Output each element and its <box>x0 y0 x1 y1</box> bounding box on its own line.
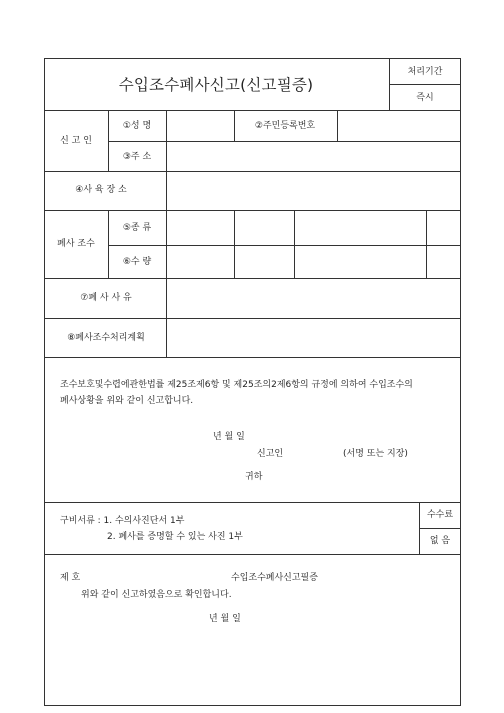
certificate-confirm: 위와 같이 신고하였음으로 확인합니다. <box>81 590 232 600</box>
rule-dead-col-4 <box>426 210 427 278</box>
rule-attachments-bottom <box>45 554 460 555</box>
rule-rrn-val <box>337 110 338 141</box>
rule-dead-bottom <box>45 278 460 279</box>
declaration-line-1: 조수보호및수렵에관한법률 제25조제6항 및 제25조의2제6항의 규정에 의하여 수입조수의 <box>60 380 413 390</box>
quantity-label: ⑥수 량 <box>122 257 152 267</box>
rule-reporter-bottom <box>45 171 460 172</box>
workplace-label: ④사 육 장 소 <box>75 185 127 195</box>
rule-name-val <box>234 110 235 141</box>
species-label: ⑤종 류 <box>122 223 152 233</box>
certificate-date: 년 월 일 <box>209 614 241 624</box>
declaration-date: 년 월 일 <box>213 432 245 442</box>
reporter-label: 신 고 인 <box>60 136 92 146</box>
rule-workplace-col <box>166 171 167 210</box>
attachments-line-1: 구비서류 : 1. 수의사진단서 1부 <box>60 516 185 526</box>
processing-period-value: 즉시 <box>416 93 434 103</box>
rule-reason-col <box>166 278 167 318</box>
fee-value: 없 음 <box>429 536 451 546</box>
fee-label: 수수료 <box>426 510 454 520</box>
declaration-sign: (서명 또는 지장) <box>343 449 408 459</box>
declaration-reporter: 신고인 <box>257 449 284 459</box>
disposal-plan-label: ⑧폐사조수처리계획 <box>67 333 145 343</box>
rule-plan-bottom <box>45 357 460 358</box>
address-label: ③주 소 <box>122 152 152 162</box>
rule-declaration-bottom <box>45 502 460 503</box>
processing-period-label: 처리기간 <box>407 67 443 77</box>
page-title: 수입조수폐사신고(신고필증) <box>118 76 314 94</box>
rule-dead-col-3 <box>294 210 295 278</box>
rule-dead-col-2 <box>234 210 235 278</box>
rule-period-mid <box>389 84 460 85</box>
rule-dead-mid <box>108 245 460 246</box>
declaration-addressee: 귀하 <box>245 472 263 482</box>
rule-reason-bottom <box>45 318 460 319</box>
form-frame <box>44 58 461 706</box>
attachments-line-2: 2. 폐사를 증명할 수 있는 사진 1부 <box>107 532 243 542</box>
rule-fee-mid <box>419 528 460 529</box>
certificate-title: 수입조수폐사신고필증 <box>231 573 318 583</box>
rule-name-address <box>108 141 460 142</box>
certificate-number: 제 호 <box>60 573 81 583</box>
rule-dead-label-col <box>108 210 109 278</box>
dead-animals-label: 폐사 조수 <box>57 239 95 249</box>
rrn-label: ②주민등록번호 <box>254 121 316 131</box>
name-label: ①성 명 <box>122 121 152 131</box>
declaration-line-2: 폐사상황을 위와 같이 신고합니다. <box>60 396 194 406</box>
rule-dead-sub-col <box>166 210 167 278</box>
rule-plan-col <box>166 318 167 357</box>
death-reason-label: ⑦폐 사 사 유 <box>80 293 132 303</box>
